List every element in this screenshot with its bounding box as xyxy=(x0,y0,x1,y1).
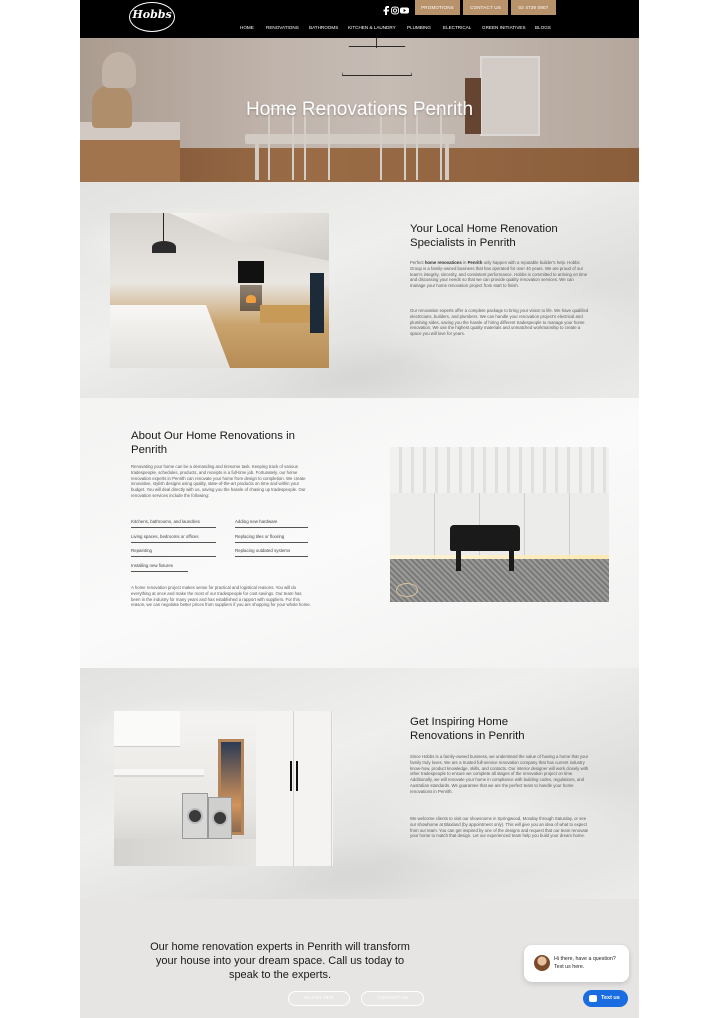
nav-home[interactable]: HOME xyxy=(240,25,254,30)
nav-kitchen-laundry[interactable]: KITCHEN & LAUNDRY xyxy=(348,25,396,30)
contact-us-top-button[interactable]: CONTACT US xyxy=(463,0,508,15)
nav-renovations[interactable]: RENOVATIONS xyxy=(266,25,299,30)
section1-heading: Your Local Home Renovation Specialists in Penrith xyxy=(410,223,558,249)
phone-top-button[interactable]: 02 4739 0907 xyxy=(511,0,556,15)
chat-popup[interactable] xyxy=(524,945,629,982)
cta-text: Our home renovation experts in Penrith will transform your house into your dream space. Call us today to speak to the experts. xyxy=(150,941,410,981)
feature-systems: Replacing outdated systems xyxy=(235,547,308,557)
section1-paragraph-2: Our renovation experts offer a complete package to bring your vision to life. We have qualified electricians, builders, and plumbers. We can handle your renovation project's electrical and plumbing sides, saving you the hassle of hiring different tradespeople to manage your home renovation. We use the highest quality materials and unmatched workmanship to create a space you will love for years. xyxy=(410,308,589,336)
youtube-icon[interactable] xyxy=(400,6,409,15)
section2-paragraph-1: Renovating your home can be a demanding and tiresome task. Keeping track of various tradespeople, schedules, products, and receipts is a full-time job. Fortunately, our home renovation experts in Penrith can renovate your home from design to completion. We create innovative, stylish designs using quality, state-of-the-art products on time and within your budget. You will deal directly with us, saving you the hassle of chasing up tradespeople. Our renovation services include the following: xyxy=(131,464,306,498)
section-local-specialists xyxy=(80,182,639,398)
nav-blogs[interactable]: BLOGS xyxy=(535,25,551,30)
feature-hardware: Adding new hardware xyxy=(235,518,308,528)
logo-text: Hobbs xyxy=(132,8,172,21)
hallway-ottoman-photo xyxy=(390,447,609,602)
chat-popup-text: Hi there, have a question? Text us here. xyxy=(554,956,616,970)
section2-heading: About Our Home Renovations in Penrith xyxy=(131,430,295,456)
promotions-button[interactable]: PROMOTIONS xyxy=(415,0,460,15)
hero-title: Home Renovations Penrith xyxy=(245,99,474,120)
section-inspiring-renovations xyxy=(80,668,639,899)
section3-paragraph-1: Since Hobbs is a family-owned business, we understand the value of having a home that your family truly loves. We are a trusted full-service renovation company that has current industry know-how, product knowledge, skills, and contacts. Our interior designer will work closely with other tradespeople to ensure we complete all stages of the renovation project on time. Additionally, we will renovate your home in compliance with building codes, regulations, and Australian standards. We guarantee that we are the perfect team to handle your home renovations in Penrith. xyxy=(410,754,589,794)
feature-kitchens: Kitchens, bathrooms, and laundries xyxy=(131,518,216,528)
nav-plumbing[interactable]: PLUMBING xyxy=(407,25,431,30)
facebook-icon[interactable] xyxy=(383,6,389,15)
feature-repainting: Repainting xyxy=(131,547,216,557)
laundry-photo xyxy=(114,711,333,866)
section3-heading: Get Inspiring Home Renovations in Penrith xyxy=(410,716,525,742)
site-header xyxy=(80,0,639,38)
nav-bathrooms[interactable]: BATHROOMS xyxy=(309,25,339,30)
page xyxy=(80,0,639,1018)
instagram-icon[interactable] xyxy=(391,6,399,15)
feature-tiles: Replacing tiles or flooring xyxy=(235,533,308,543)
living-room-photo xyxy=(110,213,329,368)
section-about-renovations xyxy=(80,398,639,668)
chat-icon xyxy=(589,995,597,1002)
section1-paragraph-1: Perfect home renovations in Penrith only happen with a reputable builder's help. Hobbs Group is a family-owned business that has operated for over 40 years. We are proud of our team's integrity, sincerity, and consistent performance. Hobbs is committed to arriving on time and discussing your needs so that we can provide quality renovation services. We can manage your home renovation project from start to finish. xyxy=(410,260,588,288)
watermark-logo xyxy=(396,583,418,597)
section3-paragraph-2: We welcome clients to visit our showrooms in Springwood, Monday through Saturday, or see our showhome at Blaxland (by appointment only). This will give you an idea of what to expect from our team. You can get inspired by one of the designs and request that our team renovate your home to match that design. Let our experienced team help you build your dream home. xyxy=(410,816,589,839)
text-us-button[interactable] xyxy=(583,990,628,1007)
text-us-label: Text us xyxy=(601,995,620,1001)
nav-green-initiatives[interactable]: GREEN INITIATIVES xyxy=(482,25,526,30)
cta-phone-button[interactable]: 02 4751 7370 xyxy=(288,991,350,1006)
main-nav xyxy=(80,24,639,32)
cta-contact-button[interactable]: CONTACT US xyxy=(361,991,424,1006)
feature-fixtures: Installing new fixtures xyxy=(131,562,188,572)
section2-paragraph-2: A home renovation project makes sense for practical and logistical reasons. You will do everything at once and make the most of our tradespeople for cost savings. Our team has been in the industry for many years and has established a rapport with suppliers. For this reason, we can negotiate better prices from suppliers if you are shopping for your whole home. xyxy=(131,585,311,608)
feature-living-spaces: Living spaces, bedrooms or offices xyxy=(131,533,216,543)
agent-avatar xyxy=(534,955,550,971)
nav-electrical[interactable]: ELECTRICAL xyxy=(443,25,472,30)
